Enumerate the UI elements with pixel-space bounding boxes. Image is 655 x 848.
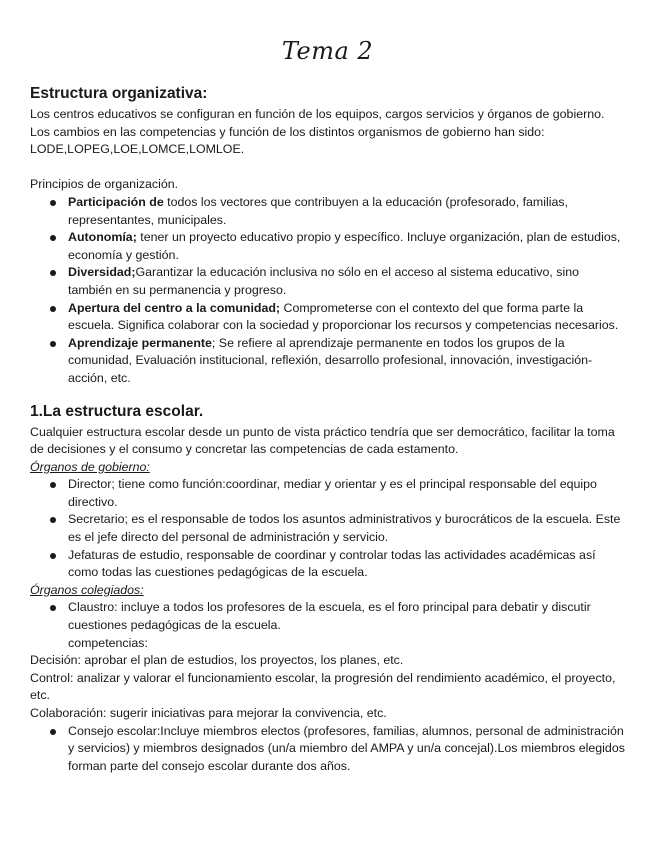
list-item (30, 264, 625, 299)
list-item: Jefaturas de estudio, responsable de coordinar y controlar todas las actividades académicas así como todas las cuestiones pedagógicas de la escuela. (30, 547, 625, 582)
list-item (30, 335, 625, 388)
gov-list (30, 476, 625, 582)
principle-text: tener un proyecto educativo propio y específico. Incluye organización, plan de estudios, economía y gestión. (68, 230, 621, 262)
principle-term: Participación de (68, 194, 164, 209)
principle-term: Autonomía; (68, 230, 137, 245)
colegiados-list (30, 599, 625, 652)
competence-line: Decisión: aprobar el plan de estudios, los proyectos, los planes, etc. (30, 653, 404, 668)
list-item: Claustro: incluye a todos los profesores de la escuela, es el foro principal para debatir y discutir cuestiones pedagógicas de la escuela. (30, 599, 625, 634)
paragraph: Cualquier estructura escolar desde un punto de vista práctico tendría que ser democrático, facilitar la toma de decisiones y el consumo y concretar las competencias de cada estamento. (30, 424, 615, 457)
list-item (30, 194, 625, 229)
list-item: Secretario; es el responsable de todos los asuntos administrativos y burocráticos de la escuela. Este es el jefe directo del personal de administración y servicio. (30, 511, 625, 546)
principle-text: Comprometerse con el contexto del que forma parte la escuela. Significa colaborar con la sociedad y proporcionar los recursos y competencias necesarios. (68, 300, 619, 333)
principle-term: Apertura del centro a la comunidad; (68, 300, 281, 315)
list-item (30, 229, 625, 264)
list-item (30, 300, 625, 335)
competence-line: Colaboración: sugerir iniciativas para mejorar la convivencia, etc. (30, 706, 387, 720)
paragraph: Los cambios en las competencias y función de los distintos organismos de gobierno han sido: LODE,LOPEG,LOE,LOMCE,LOMLOE. (30, 124, 545, 157)
competencias-label: competencias: (68, 635, 148, 650)
principle-text: ; Se refiere al aprendizaje permanente en todos los grupos de la comunidad, Evaluación institucional, reflexión, desarrollo profesional, innovación, investigación-acción, etc. (68, 335, 593, 385)
consejo-list (30, 723, 625, 776)
principles-intro: Principios de organización. (30, 177, 179, 192)
paragraph: Los centros educativos se configuran en función de los equipos, cargos servicios y órganos de gobierno. (30, 107, 605, 121)
subheading-organos-gobierno: Órganos de gobierno: (30, 459, 150, 474)
document-title: Tema 2 (281, 37, 374, 65)
principle-text: Garantizar la educación inclusiva no sólo en el acceso al sistema educativo, sino también en su permanencia y progreso. (68, 265, 580, 297)
principle-term: Aprendizaje permanente (68, 335, 212, 350)
subheading-organos-colegiados: Órganos colegiados: (30, 582, 144, 597)
principle-text: todos los vectores que contribuyen a la educación (profesorado, familias, representantes, municipales. (68, 194, 569, 227)
section-heading-estructura: Estructura organizativa: (30, 85, 208, 102)
competence-line: Control: analizar y valorar el funcionamiento escolar, la progresión del rendimiento académico, el proyecto, etc. (30, 670, 616, 703)
list-item: Consejo escolar:Incluye miembros electos (profesores, familias, alumnos, personal de administración y servicios) y miembros designados (un/a miembro del AMPA y un/a concejal).Los miembros elegidos forman parte del consejo escolar durante dos años. (30, 723, 625, 776)
section-heading-estructura-escolar: 1.La estructura escolar. (30, 402, 204, 420)
principle-term: Diversidad; (68, 265, 136, 280)
list-item: Director; tiene como función:coordinar, mediar y orientar y es el principal responsable del equipo directivo. (30, 476, 625, 511)
principles-list (30, 194, 625, 388)
